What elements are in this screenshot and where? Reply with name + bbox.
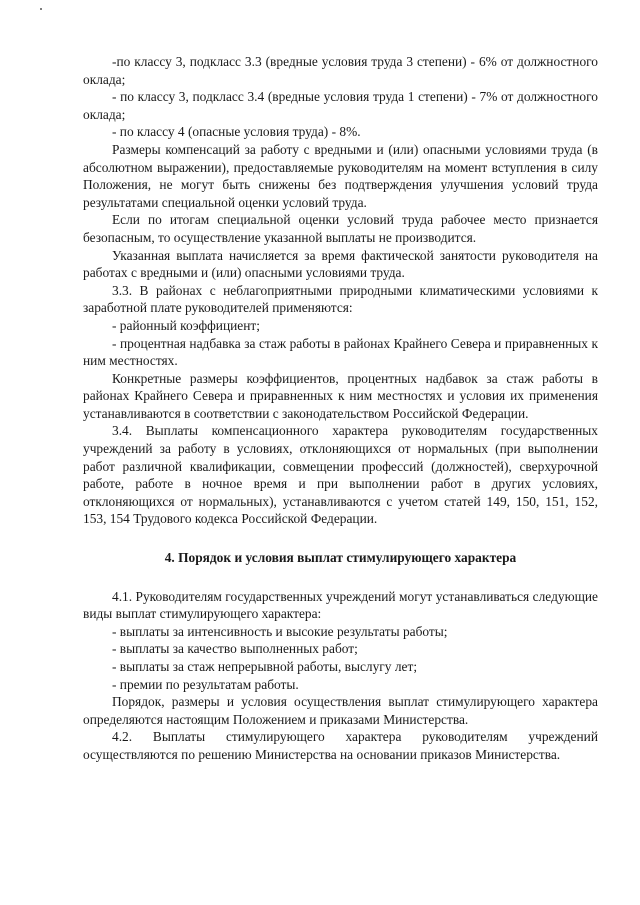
paragraph-3-4: 3.4. Выплаты компенсационного характера руководителям государственных учреждений за работу в условиях, отклоняющихся от нормальных (при выполнении работ различной квалификации, совмещении профессий (должностей), сверхурочной работе, работе в ночное время и при выполнении работ в других условиях, отклоняющихся от нормальных), устанавливаются с учетом статей 149, 150, 151, 152, 153, 154 Трудового кодекса Российской Федерации.	[83, 423, 598, 527]
paragraph-payment-accrual: Указанная выплата начисляется за время фактической занятости руководителя на работах с вредными и (или) опасными условиями труда.	[83, 247, 598, 281]
paragraph-4-1: 4.1. Руководителям государственных учреждений могут устанавливаться следующие виды выплат стимулирующего характера:	[83, 588, 598, 622]
list-item-class-3-4: - по классу 3, подкласс 3.4 (вредные условия труда 1 степени) - 7% от должностного оклада;	[83, 89, 598, 122]
paragraph-procedure: Порядок, размеры и условия осуществления выплат стимулирующего характера определяются настоящим Положением и приказами Министерства.	[83, 694, 598, 727]
section-heading: 4. Порядок и условия выплат стимулирующего характера	[164, 550, 517, 566]
list-item-regional-coefficient: - районный коэффициент;	[112, 317, 260, 333]
list-item-quality: - выплаты за качество выполненных работ;	[112, 641, 358, 657]
list-item-intensity: - выплаты за интенсивность и высокие результаты работы;	[112, 623, 448, 639]
list-item-class-4: - по классу 4 (опасные условия труда) - 8%.	[112, 124, 361, 140]
paragraph-4-2: 4.2. Выплаты стимулирующего характера руководителям учреждений осуществляются по решению Министерства на основании приказов Министерства.	[83, 729, 598, 762]
list-item-bonuses: - премии по результатам работы.	[112, 676, 299, 692]
paragraph-safe-workplace: Если по итогам специальной оценки условий труда рабочее место признается безопасным, то осуществление указанной выплаты не производится.	[83, 212, 598, 245]
list-item-percentage-bonus: - процентная надбавка за стаж работы в районах Крайнего Севера и приравненных к ним местностях.	[83, 335, 598, 369]
paragraph-compensation-sizes: Размеры компенсаций за работу с вредными и (или) опасными условиями труда (в абсолютном выражении), предоставляемые руководителям на момент вступления в силу Положения, не могут быть снижены без подтверждения улучшения условий труда результатами специальной оценки условий труда.	[83, 141, 598, 210]
document-page	[83, 53, 598, 764]
paragraph-specific-sizes: Конкретные размеры коэффициентов, процентных надбавок за стаж работы в районах Крайнего Севера и приравненных к ним местностях и условия их применения устанавливаются в соответствии с законодательством Российской Федерации.	[83, 370, 598, 421]
list-item-class-3-3: -по классу 3, подкласс 3.3 (вредные условия труда 3 степени) - 6% от должностного оклада;	[83, 54, 598, 87]
scan-speck	[40, 8, 42, 10]
list-item-seniority: - выплаты за стаж непрерывной работы, выслугу лет;	[112, 659, 418, 674]
paragraph-3-3: 3.3. В районах с неблагоприятными природными климатическими условиями к заработной плате руководителей применяются:	[83, 282, 598, 316]
